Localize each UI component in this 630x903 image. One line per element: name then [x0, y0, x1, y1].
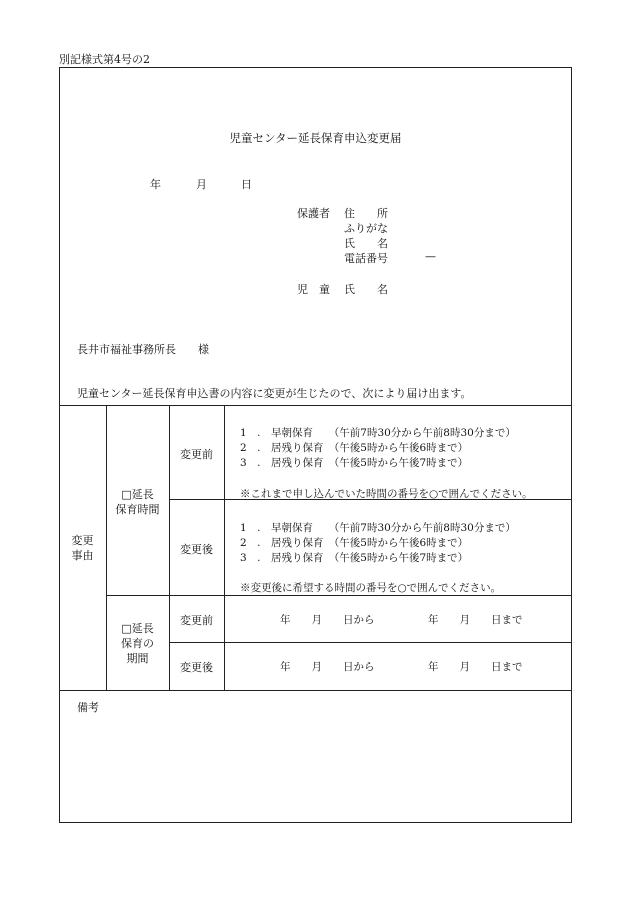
after-option-3[interactable]: 3 . 居残り保育 （午後5時から午後7時まで）	[240, 552, 469, 564]
period-before-to[interactable]: 年 月 日まで	[428, 614, 523, 626]
statement: 児童センター延長保育申込書の内容に変更が生じたので、次により届け出ます。	[77, 387, 472, 400]
extension-period-checkbox[interactable]: □延長 保育の 期間	[121, 622, 154, 665]
child-name-label: 氏 名	[344, 283, 388, 296]
remarks-area[interactable]	[60, 712, 571, 821]
addressee: 長井市福祉事務所長 様	[77, 343, 209, 356]
extension-time-checkbox[interactable]: □延長 保育時間	[115, 488, 160, 516]
before-option-3[interactable]: 3 . 居残り保育 （午後5時から午後7時まで）	[240, 457, 469, 469]
guardian-address-label: 住 所	[344, 207, 388, 220]
before-note: ※これまで申し込んでいた時間の番号を○で囲んでください。	[240, 488, 533, 500]
date-day[interactable]: 日	[241, 178, 252, 191]
guardian-phone-dash: —	[425, 250, 436, 263]
time-before-label: 変更前	[180, 448, 213, 461]
guardian-phone-label: 電話番号	[344, 252, 388, 265]
after-option-2[interactable]: 2 . 居残り保育 （午後5時から午後6時まで）	[240, 537, 469, 549]
guardian-furigana-label: ふりがな	[344, 222, 388, 235]
form-title: 児童センター延長保育申込変更届	[229, 131, 402, 145]
remarks-label: 備考	[77, 701, 99, 714]
before-option-1[interactable]: 1 . 早朝保育 （午前7時30分から午前8時30分まで）	[240, 427, 516, 439]
after-option-1[interactable]: 1 . 早朝保育 （午前7時30分から午前8時30分まで）	[240, 522, 516, 534]
date-year[interactable]: 年	[150, 178, 161, 191]
period-after-label: 変更後	[180, 661, 213, 674]
date-month[interactable]: 月	[196, 178, 207, 191]
time-after-label: 変更後	[180, 543, 213, 556]
period-before-label: 変更前	[180, 614, 213, 627]
guardian-name-label: 氏 名	[344, 237, 388, 250]
guardian-label: 保護者	[297, 207, 330, 220]
form-label: 別記様式第4号の2	[59, 53, 150, 66]
after-note: ※変更後に希望する時間の番号を○で囲んでください。	[240, 582, 502, 594]
change-reason-label: 変更 事由	[71, 534, 94, 562]
child-label: 児 童	[297, 283, 330, 296]
period-after-to[interactable]: 年 月 日まで	[428, 661, 523, 673]
period-after-from[interactable]: 年 月 日から	[280, 661, 375, 673]
period-before-from[interactable]: 年 月 日から	[280, 614, 375, 626]
before-option-2[interactable]: 2 . 居残り保育 （午後5時から午後6時まで）	[240, 442, 469, 454]
